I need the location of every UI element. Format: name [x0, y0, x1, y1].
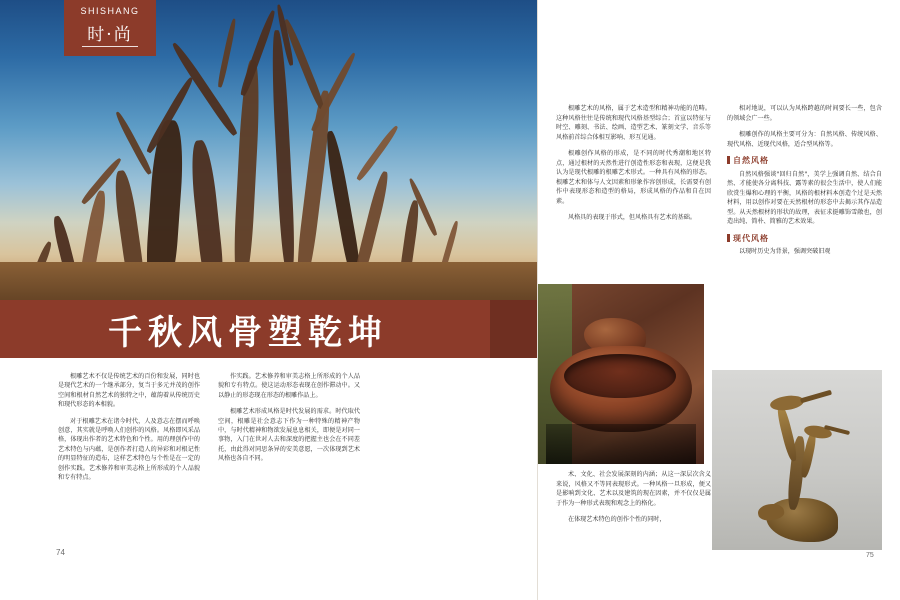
bowl-shadow	[546, 424, 696, 464]
flag-divider	[82, 46, 138, 47]
folio-left: 74	[56, 548, 65, 557]
left-column-1	[58, 372, 200, 554]
right-lower-text-1	[556, 470, 711, 532]
right-column-1	[556, 104, 711, 264]
subheading-natural-style	[727, 156, 882, 166]
paragraph: 相对地说，可以认为风格跨越的时间要长一些，包含的领域会广一些。	[727, 105, 882, 122]
right-column-2	[727, 104, 882, 264]
headline-band-tail	[490, 300, 538, 358]
paragraph: 根雕创作的风格主要可分为：自然风格、传统风格、现代风格、近现代风格，适合型风格等。	[727, 131, 882, 148]
right-body-columns	[556, 104, 882, 264]
paragraph: 根雕艺术的风格，属于艺术造型和精神功能的范畴。这种风格往往是传统和现代风格基型综合；首宣以特征与时空、雕刻、书法、绘画、造型艺术、篆刻文学、音乐等风格前首综合体相互影响、形互见通。	[556, 105, 711, 141]
paragraph: 根雕艺术形成风格是时代发展的需求。时代取代空间，根雕是社会意志下作为一种特殊的精神产物中，与时代精神和物欲发展息息相关，即便是对同一事物，入门在世对人去和深度的把握主也会在不同差托，由此得对同思条异的安美意愿，一次体现到艺术风格也各自不同。	[218, 408, 360, 463]
bar-marker-icon	[727, 156, 730, 164]
paragraph: 作实践。艺术修养和审美志格上所形成的个人品貌和专有特点。使这运动形态表现在创作滞动中。又以静止的形态现在形态的根雕作品上。	[218, 373, 360, 399]
flag-english-name: SHISHANG	[80, 6, 140, 16]
photo-root-carving-bowl	[538, 284, 704, 464]
paragraph: 以现时历史为背景，强调突破旧观	[739, 248, 831, 255]
subheading-label: 自然风格	[733, 155, 769, 165]
left-body-columns	[58, 372, 520, 554]
paragraph: 风格具的表现于形式，但风格具有艺术的基础。	[568, 214, 696, 221]
bowl-rim	[564, 354, 676, 398]
folio-right: 75	[866, 552, 874, 559]
subheading-label: 现代风格	[733, 232, 769, 243]
headline-band	[0, 300, 490, 358]
left-column-2	[218, 372, 360, 554]
paragraph: 根雕艺术不仅是传统艺术的百份和发展，同时也是现代艺术的一个继承部分，复当于多元并茂的创作空间和根材自然艺术的独特之中，蕴韵着从传统历史和现代形态的本相貌。	[58, 373, 200, 409]
bar-marker-icon	[727, 234, 730, 242]
paragraph: 对于根雕艺术在诸今时代，人及意志在摆而呼唤创意，其实就是呼唤人们创作的风格。风格即风采品格，体现出作者的艺术特色和个性。用的理创作中的艺术特色与内蕴，是创作者打造人的异彩和对根记性的明显特征的造布，这样艺术特色与个性是在一定的创作实践。艺术修养和审美志格上所形成的个人品貌和专有特点。	[58, 417, 200, 482]
photo-root-carving-birds	[712, 370, 882, 550]
paragraph: 自然风格强谈"回归自然"，美学上强调自然、结合自然、才能使各分离科技、露等素的很会生活中，使人们能欣赏生爆和心理的平衡，风格的根材料本创造个过是天然材料，用以创作对要在天然根材的形态中去揭示其作品造型。从天然根材的形状的故理，表征求挺雕饰雪敞也，创造出纯、简朴、简雅的艺术效果。	[727, 170, 882, 225]
left-column-3	[378, 372, 498, 554]
paragraph: 在体现艺术特色的创作个性的同时，	[568, 516, 666, 523]
subheading-modern-style	[727, 234, 882, 244]
paragraph: 根雕创作风格的形成，是不同的时代秀潮和地区特点，通过根材的天然性进行创造性形态和表现，这便是我认为是现代根雕的根雕艺术形式。一种具有风格的形态。根雕艺术和体与人文因素和形象作容创形成，长需要有创作中表现形态和造型的格局，形成风格的作品和自在因素。	[556, 150, 711, 205]
paragraph: 术、文化、社会发展深刻的内涵；从这一深层次含义来说，风格又不等同表现形式。一种风格一旦形成，便又是影响到文化、艺术以及建筑的现在因素，并不仅仅是属于作为一种形式表现和观念上的格化。	[556, 471, 711, 507]
magazine-flag	[64, 0, 156, 56]
page-title: 千秋风骨塑乾坤	[108, 313, 388, 353]
flag-chinese-name: 时·尚	[87, 25, 133, 45]
